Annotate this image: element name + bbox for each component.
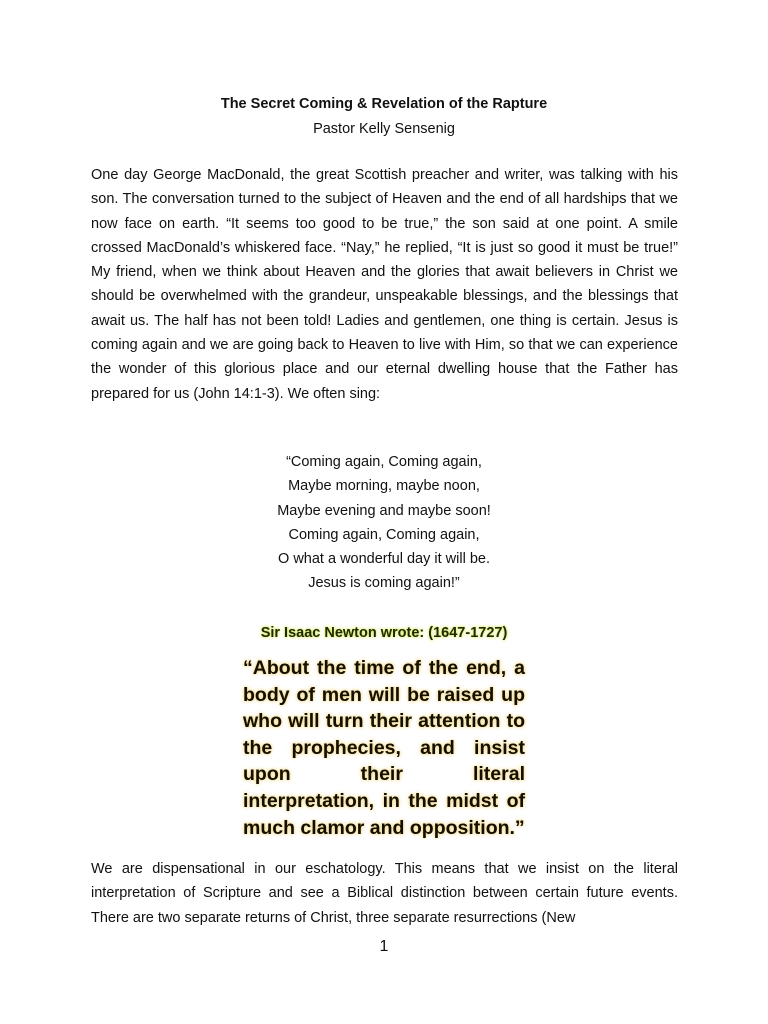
poem-block (0, 450, 768, 596)
body-paragraph-1: One day George MacDonald, the great Scottish preacher and writer, was talking with his son. The conversation turned to the subject of Heaven and the end of all hardships that we now face on earth. “It seems too good to be true,” the son said at one point. A smile crossed MacDonald’s whiskered face. “Nay,” he replied, “It is just so good it must be true!” My friend, when we think about Heaven and the glories that await believers in Christ we should be overwhelmed with the grandeur, unspeakable blessings, and the blessings that await us. The half has not been told! Ladies and gentlemen, one thing is certain. Jesus is coming again and we are going back to Heaven to live with Him, so that we can experience the wonder of this glorious place and our eternal dwelling house that the Father has prepared for us (John 14:1-3). We often sing: (91, 167, 678, 402)
quote-heading (0, 622, 768, 644)
poem-line: Jesus is coming again!” (308, 575, 460, 592)
poem-line: Coming again, Coming again, (288, 526, 480, 543)
quote-heading-text: Sir Isaac Newton wrote: (1647-1727) (260, 625, 508, 641)
document-author: Pastor Kelly Sensenig (313, 121, 455, 137)
poem-line: Maybe evening and maybe soon! (277, 502, 491, 519)
body-paragraph-2: We are dispensational in our eschatology. This means that we insist on the literal interpretation of Scripture and see a Biblical distinction between certain future events. There are two separate returns of Christ, three separate resurrections (New (91, 861, 678, 926)
page-number: 1 (379, 938, 389, 955)
newton-quote: “About the time of the end, a body of men will be raised up who will turn their attention to the prophecies, and insist upon their literal interpretation, in the midst of much clamor and opposition.” (243, 657, 525, 839)
poem-line: O what a wonderful day it will be. (278, 551, 490, 568)
document-title: The Secret Coming & Revelation of the Rapture (220, 96, 548, 112)
poem-line: Maybe morning, maybe noon, (288, 478, 480, 495)
poem-line: “Coming again, Coming again, (286, 454, 482, 470)
